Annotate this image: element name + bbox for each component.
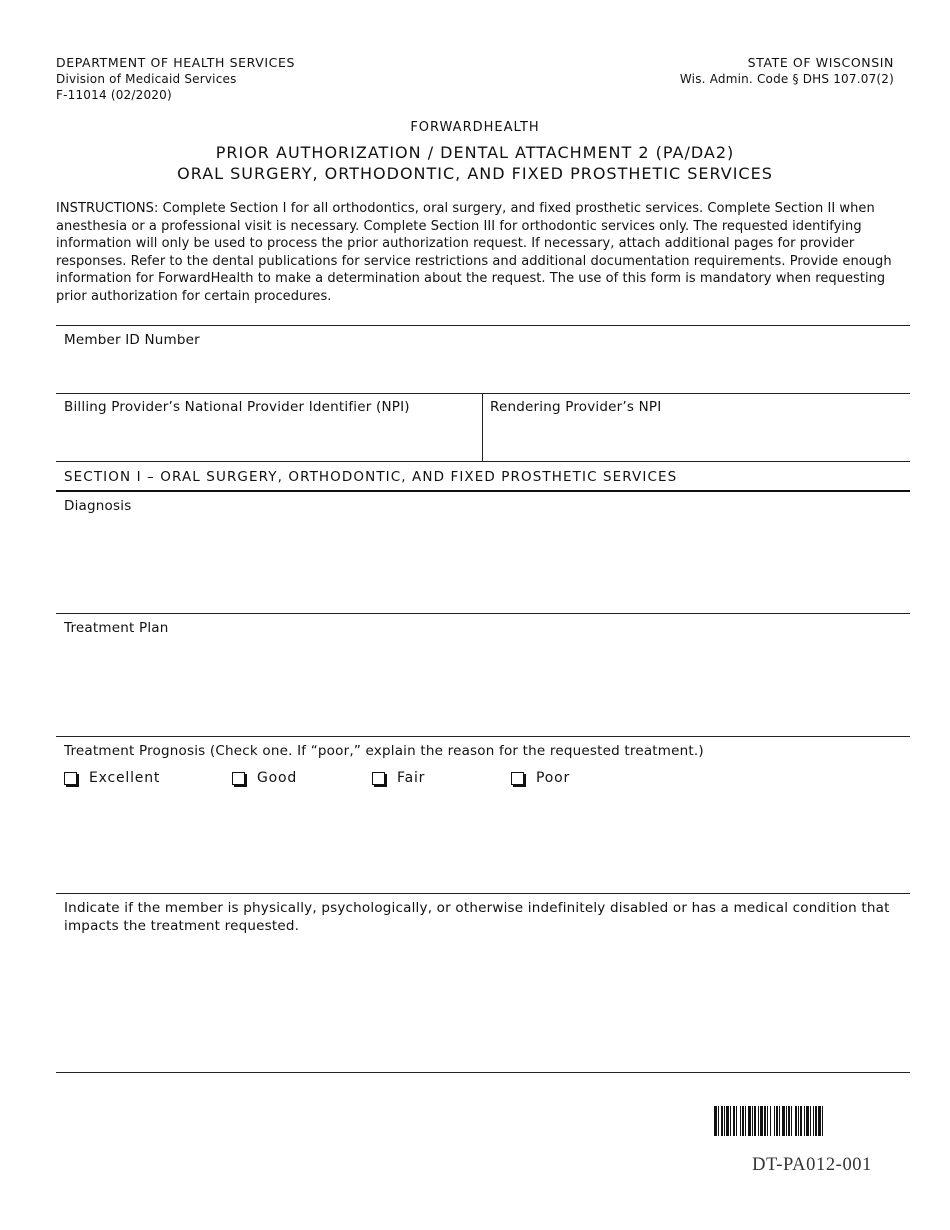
prognosis-fair-checkbox[interactable] <box>372 770 425 786</box>
prognosis-poor-checkbox[interactable] <box>511 770 570 786</box>
billing-npi-label: Billing Provider’s National Provider Identifier (NPI) <box>64 399 410 415</box>
prognosis-label: Treatment Prognosis (Check one. If “poor,” explain the reason for the requested treatment.) <box>64 743 704 759</box>
form-title <box>0 119 950 184</box>
option-label: Poor <box>536 770 571 786</box>
department-name: DEPARTMENT OF HEALTH SERVICES <box>56 55 296 70</box>
diagnosis-input[interactable] <box>56 493 910 611</box>
agency-title: FORWARDHEALTH <box>410 120 540 135</box>
division-name: Division of Medicaid Services <box>56 72 237 86</box>
section-1-header: SECTION I – ORAL SURGERY, ORTHODONTIC, AND FIXED PROSTHETIC SERVICES <box>64 469 678 485</box>
prognosis-excellent-checkbox[interactable] <box>64 770 160 786</box>
admin-code: Wis. Admin. Code § DHS 107.07(2) <box>679 72 894 86</box>
checkbox-icon <box>372 772 385 785</box>
rendering-npi-label: Rendering Provider’s NPI <box>490 399 662 415</box>
barcode <box>714 1106 900 1136</box>
title-line-1: PRIOR AUTHORIZATION / DENTAL ATTACHMENT 2 (PA/DA2) <box>215 143 735 162</box>
prognosis-good-checkbox[interactable] <box>232 770 297 786</box>
section-divider <box>56 490 910 492</box>
header-right <box>680 55 894 87</box>
option-label: Good <box>257 770 298 786</box>
divider <box>56 893 910 894</box>
checkbox-icon <box>64 772 77 785</box>
form-code: DT-PA012-001 <box>752 1155 872 1175</box>
treatment-plan-label: Treatment Plan <box>64 620 169 636</box>
treatment-plan-input[interactable] <box>56 614 910 734</box>
billing-npi-input[interactable] <box>56 394 481 460</box>
barcode-bar <box>823 1106 825 1136</box>
checkbox-icon <box>232 772 245 785</box>
option-label: Fair <box>397 770 426 786</box>
prognosis-explanation-input[interactable] <box>56 800 910 890</box>
option-label: Excellent <box>89 770 161 786</box>
divider <box>56 736 910 737</box>
instructions: INSTRUCTIONS: Complete Section I for all orthodontics, oral surgery, and fixed prosthetic services. Complete Section II when anesthesia or a professional visit is necessary. Complete Section III for orthodontic services only. The requested identifying information will only be used to process the prior authorization request. If necessary, attach additional pages for provider responses. Refer to the dental publications for service restrictions and additional documentation requirements. Provide enough information for ForwardHealth to make a determination about the request. The use of this form is mandatory when requesting prior authorization for certain procedures. <box>56 201 892 304</box>
diagnosis-label: Diagnosis <box>64 498 132 514</box>
divider <box>56 461 910 462</box>
header-left <box>56 55 295 103</box>
disability-input[interactable] <box>56 940 910 1070</box>
rendering-npi-input[interactable] <box>483 394 910 460</box>
title-line-2: ORAL SURGERY, ORTHODONTIC, AND FIXED PROSTHETIC SERVICES <box>177 164 773 183</box>
divider <box>56 1072 910 1073</box>
member-id-input[interactable] <box>56 326 910 392</box>
checkbox-icon <box>511 772 524 785</box>
form-number: F-11014 (02/2020) <box>56 88 172 102</box>
disability-label: Indicate if the member is physically, psychologically, or otherwise indefinitely disabled or has a medical condition that impacts the treatment requested. <box>64 900 890 934</box>
state-name: STATE OF WISCONSIN <box>747 55 894 70</box>
member-id-label: Member ID Number <box>64 332 200 348</box>
